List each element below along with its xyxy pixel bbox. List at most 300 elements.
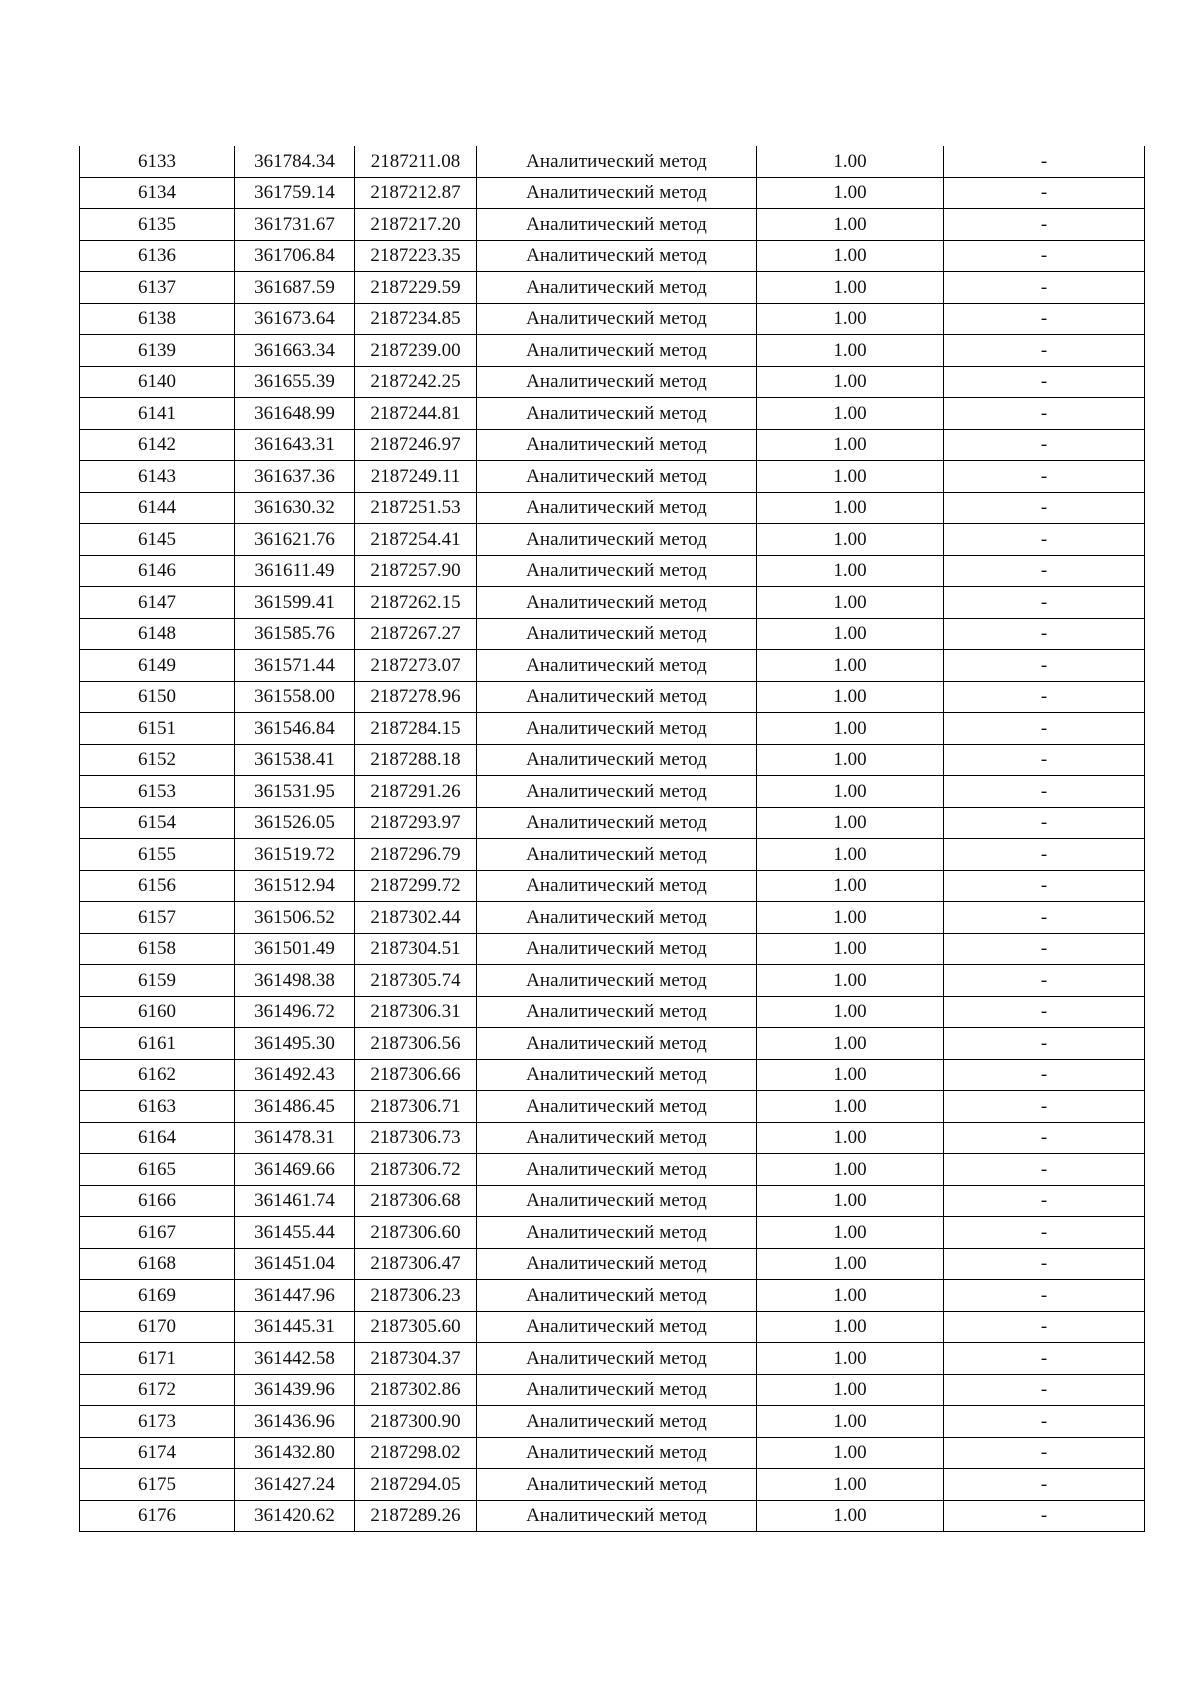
table-row xyxy=(80,1437,1145,1469)
method-cell: Аналитический метод xyxy=(477,1500,757,1532)
x-coordinate-cell: 361496.72 xyxy=(235,996,355,1028)
y-coordinate-cell: 2187306.71 xyxy=(355,1091,477,1123)
x-coordinate-cell: 361637.36 xyxy=(235,461,355,493)
table-row xyxy=(80,1469,1145,1501)
y-coordinate-cell: 2187304.51 xyxy=(355,933,477,965)
method-cell: Аналитический метод xyxy=(477,303,757,335)
point-number-cell: 6138 xyxy=(80,303,235,335)
method-cell: Аналитический метод xyxy=(477,1185,757,1217)
x-coordinate-cell: 361546.84 xyxy=(235,713,355,745)
precision-cell: 1.00 xyxy=(757,618,944,650)
description-cell: - xyxy=(944,1028,1145,1060)
y-coordinate-cell: 2187306.72 xyxy=(355,1154,477,1186)
method-cell: Аналитический метод xyxy=(477,366,757,398)
method-cell: Аналитический метод xyxy=(477,1311,757,1343)
precision-cell: 1.00 xyxy=(757,1406,944,1438)
point-number-cell: 6140 xyxy=(80,366,235,398)
precision-cell: 1.00 xyxy=(757,524,944,556)
y-coordinate-cell: 2187239.00 xyxy=(355,335,477,367)
method-cell: Аналитический метод xyxy=(477,1437,757,1469)
x-coordinate-cell: 361442.58 xyxy=(235,1343,355,1375)
x-coordinate-cell: 361643.31 xyxy=(235,429,355,461)
precision-cell: 1.00 xyxy=(757,1280,944,1312)
y-coordinate-cell: 2187267.27 xyxy=(355,618,477,650)
point-number-cell: 6153 xyxy=(80,776,235,808)
point-number-cell: 6163 xyxy=(80,1091,235,1123)
y-coordinate-cell: 2187293.97 xyxy=(355,807,477,839)
point-number-cell: 6176 xyxy=(80,1500,235,1532)
x-coordinate-cell: 361501.49 xyxy=(235,933,355,965)
description-cell: - xyxy=(944,398,1145,430)
point-number-cell: 6158 xyxy=(80,933,235,965)
description-cell: - xyxy=(944,272,1145,304)
method-cell: Аналитический метод xyxy=(477,398,757,430)
method-cell: Аналитический метод xyxy=(477,492,757,524)
precision-cell: 1.00 xyxy=(757,240,944,272)
point-number-cell: 6148 xyxy=(80,618,235,650)
x-coordinate-cell: 361706.84 xyxy=(235,240,355,272)
table-row xyxy=(80,492,1145,524)
table-row xyxy=(80,1248,1145,1280)
description-cell: - xyxy=(944,870,1145,902)
precision-cell: 1.00 xyxy=(757,1469,944,1501)
table-row xyxy=(80,240,1145,272)
x-coordinate-cell: 361673.64 xyxy=(235,303,355,335)
method-cell: Аналитический метод xyxy=(477,1122,757,1154)
description-cell: - xyxy=(944,807,1145,839)
method-cell: Аналитический метод xyxy=(477,177,757,209)
point-number-cell: 6152 xyxy=(80,744,235,776)
method-cell: Аналитический метод xyxy=(477,1248,757,1280)
x-coordinate-cell: 361519.72 xyxy=(235,839,355,871)
point-number-cell: 6172 xyxy=(80,1374,235,1406)
precision-cell: 1.00 xyxy=(757,1248,944,1280)
x-coordinate-cell: 361630.32 xyxy=(235,492,355,524)
y-coordinate-cell: 2187306.60 xyxy=(355,1217,477,1249)
description-cell: - xyxy=(944,240,1145,272)
table-row xyxy=(80,1185,1145,1217)
description-cell: - xyxy=(944,492,1145,524)
table-row xyxy=(80,713,1145,745)
x-coordinate-cell: 361506.52 xyxy=(235,902,355,934)
table-row xyxy=(80,776,1145,808)
point-number-cell: 6165 xyxy=(80,1154,235,1186)
x-coordinate-cell: 361445.31 xyxy=(235,1311,355,1343)
x-coordinate-cell: 361531.95 xyxy=(235,776,355,808)
point-number-cell: 6139 xyxy=(80,335,235,367)
table-row xyxy=(80,1059,1145,1091)
x-coordinate-cell: 361585.76 xyxy=(235,618,355,650)
y-coordinate-cell: 2187302.86 xyxy=(355,1374,477,1406)
description-cell: - xyxy=(944,1437,1145,1469)
description-cell: - xyxy=(944,650,1145,682)
table-row xyxy=(80,398,1145,430)
precision-cell: 1.00 xyxy=(757,681,944,713)
y-coordinate-cell: 2187306.56 xyxy=(355,1028,477,1060)
y-coordinate-cell: 2187294.05 xyxy=(355,1469,477,1501)
y-coordinate-cell: 2187302.44 xyxy=(355,902,477,934)
x-coordinate-cell: 361420.62 xyxy=(235,1500,355,1532)
precision-cell: 1.00 xyxy=(757,1059,944,1091)
method-cell: Аналитический метод xyxy=(477,335,757,367)
y-coordinate-cell: 2187278.96 xyxy=(355,681,477,713)
table-row xyxy=(80,366,1145,398)
y-coordinate-cell: 2187299.72 xyxy=(355,870,477,902)
method-cell: Аналитический метод xyxy=(477,1154,757,1186)
y-coordinate-cell: 2187305.60 xyxy=(355,1311,477,1343)
precision-cell: 1.00 xyxy=(757,1217,944,1249)
point-number-cell: 6133 xyxy=(80,146,235,177)
precision-cell: 1.00 xyxy=(757,839,944,871)
precision-cell: 1.00 xyxy=(757,587,944,619)
x-coordinate-cell: 361611.49 xyxy=(235,555,355,587)
table-row xyxy=(80,1374,1145,1406)
method-cell: Аналитический метод xyxy=(477,555,757,587)
y-coordinate-cell: 2187306.73 xyxy=(355,1122,477,1154)
point-number-cell: 6154 xyxy=(80,807,235,839)
method-cell: Аналитический метод xyxy=(477,587,757,619)
table-row xyxy=(80,524,1145,556)
description-cell: - xyxy=(944,933,1145,965)
y-coordinate-cell: 2187306.23 xyxy=(355,1280,477,1312)
description-cell: - xyxy=(944,965,1145,997)
table-row xyxy=(80,429,1145,461)
point-number-cell: 6134 xyxy=(80,177,235,209)
precision-cell: 1.00 xyxy=(757,335,944,367)
method-cell: Аналитический метод xyxy=(477,902,757,934)
table-row xyxy=(80,618,1145,650)
y-coordinate-cell: 2187229.59 xyxy=(355,272,477,304)
y-coordinate-cell: 2187223.35 xyxy=(355,240,477,272)
table-row xyxy=(80,335,1145,367)
point-number-cell: 6155 xyxy=(80,839,235,871)
description-cell: - xyxy=(944,1343,1145,1375)
method-cell: Аналитический метод xyxy=(477,272,757,304)
description-cell: - xyxy=(944,1406,1145,1438)
table-row xyxy=(80,933,1145,965)
table-row xyxy=(80,303,1145,335)
precision-cell: 1.00 xyxy=(757,1374,944,1406)
description-cell: - xyxy=(944,1154,1145,1186)
precision-cell: 1.00 xyxy=(757,1091,944,1123)
precision-cell: 1.00 xyxy=(757,1311,944,1343)
table-row xyxy=(80,1217,1145,1249)
point-number-cell: 6171 xyxy=(80,1343,235,1375)
precision-cell: 1.00 xyxy=(757,492,944,524)
method-cell: Аналитический метод xyxy=(477,1343,757,1375)
y-coordinate-cell: 2187212.87 xyxy=(355,177,477,209)
y-coordinate-cell: 2187306.66 xyxy=(355,1059,477,1091)
x-coordinate-cell: 361621.76 xyxy=(235,524,355,556)
description-cell: - xyxy=(944,587,1145,619)
table-row xyxy=(80,1122,1145,1154)
method-cell: Аналитический метод xyxy=(477,1091,757,1123)
x-coordinate-cell: 361469.66 xyxy=(235,1154,355,1186)
description-cell: - xyxy=(944,902,1145,934)
table-row xyxy=(80,1028,1145,1060)
point-number-cell: 6143 xyxy=(80,461,235,493)
table-row xyxy=(80,650,1145,682)
y-coordinate-cell: 2187289.26 xyxy=(355,1500,477,1532)
point-number-cell: 6159 xyxy=(80,965,235,997)
x-coordinate-cell: 361648.99 xyxy=(235,398,355,430)
point-number-cell: 6175 xyxy=(80,1469,235,1501)
method-cell: Аналитический метод xyxy=(477,839,757,871)
x-coordinate-cell: 361558.00 xyxy=(235,681,355,713)
method-cell: Аналитический метод xyxy=(477,965,757,997)
description-cell: - xyxy=(944,146,1145,177)
table-row xyxy=(80,965,1145,997)
point-number-cell: 6173 xyxy=(80,1406,235,1438)
method-cell: Аналитический метод xyxy=(477,146,757,177)
y-coordinate-cell: 2187242.25 xyxy=(355,366,477,398)
description-cell: - xyxy=(944,303,1145,335)
y-coordinate-cell: 2187217.20 xyxy=(355,209,477,241)
point-number-cell: 6166 xyxy=(80,1185,235,1217)
precision-cell: 1.00 xyxy=(757,776,944,808)
description-cell: - xyxy=(944,776,1145,808)
method-cell: Аналитический метод xyxy=(477,776,757,808)
table-row xyxy=(80,870,1145,902)
method-cell: Аналитический метод xyxy=(477,1059,757,1091)
x-coordinate-cell: 361655.39 xyxy=(235,366,355,398)
point-number-cell: 6137 xyxy=(80,272,235,304)
table-row xyxy=(80,209,1145,241)
method-cell: Аналитический метод xyxy=(477,618,757,650)
precision-cell: 1.00 xyxy=(757,996,944,1028)
y-coordinate-cell: 2187211.08 xyxy=(355,146,477,177)
point-number-cell: 6141 xyxy=(80,398,235,430)
x-coordinate-cell: 361663.34 xyxy=(235,335,355,367)
table-row xyxy=(80,461,1145,493)
precision-cell: 1.00 xyxy=(757,744,944,776)
precision-cell: 1.00 xyxy=(757,1500,944,1532)
y-coordinate-cell: 2187273.07 xyxy=(355,650,477,682)
description-cell: - xyxy=(944,839,1145,871)
description-cell: - xyxy=(944,1248,1145,1280)
description-cell: - xyxy=(944,1122,1145,1154)
x-coordinate-cell: 361427.24 xyxy=(235,1469,355,1501)
method-cell: Аналитический метод xyxy=(477,1028,757,1060)
precision-cell: 1.00 xyxy=(757,398,944,430)
description-cell: - xyxy=(944,1091,1145,1123)
point-number-cell: 6157 xyxy=(80,902,235,934)
point-number-cell: 6160 xyxy=(80,996,235,1028)
method-cell: Аналитический метод xyxy=(477,1406,757,1438)
precision-cell: 1.00 xyxy=(757,1185,944,1217)
precision-cell: 1.00 xyxy=(757,1154,944,1186)
table-row xyxy=(80,1280,1145,1312)
method-cell: Аналитический метод xyxy=(477,713,757,745)
point-number-cell: 6142 xyxy=(80,429,235,461)
precision-cell: 1.00 xyxy=(757,146,944,177)
y-coordinate-cell: 2187298.02 xyxy=(355,1437,477,1469)
precision-cell: 1.00 xyxy=(757,461,944,493)
description-cell: - xyxy=(944,524,1145,556)
method-cell: Аналитический метод xyxy=(477,807,757,839)
description-cell: - xyxy=(944,1311,1145,1343)
point-number-cell: 6136 xyxy=(80,240,235,272)
method-cell: Аналитический метод xyxy=(477,744,757,776)
precision-cell: 1.00 xyxy=(757,902,944,934)
description-cell: - xyxy=(944,1280,1145,1312)
table-row xyxy=(80,555,1145,587)
method-cell: Аналитический метод xyxy=(477,996,757,1028)
precision-cell: 1.00 xyxy=(757,272,944,304)
x-coordinate-cell: 361599.41 xyxy=(235,587,355,619)
table-row xyxy=(80,1154,1145,1186)
point-number-cell: 6168 xyxy=(80,1248,235,1280)
method-cell: Аналитический метод xyxy=(477,870,757,902)
precision-cell: 1.00 xyxy=(757,933,944,965)
y-coordinate-cell: 2187304.37 xyxy=(355,1343,477,1375)
x-coordinate-cell: 361687.59 xyxy=(235,272,355,304)
y-coordinate-cell: 2187254.41 xyxy=(355,524,477,556)
point-number-cell: 6149 xyxy=(80,650,235,682)
method-cell: Аналитический метод xyxy=(477,429,757,461)
table-row xyxy=(80,1406,1145,1438)
precision-cell: 1.00 xyxy=(757,1028,944,1060)
description-cell: - xyxy=(944,429,1145,461)
table-row xyxy=(80,146,1145,177)
table-row xyxy=(80,1343,1145,1375)
table-row xyxy=(80,1311,1145,1343)
description-cell: - xyxy=(944,177,1145,209)
x-coordinate-cell: 361447.96 xyxy=(235,1280,355,1312)
y-coordinate-cell: 2187305.74 xyxy=(355,965,477,997)
table-row xyxy=(80,177,1145,209)
point-number-cell: 6147 xyxy=(80,587,235,619)
precision-cell: 1.00 xyxy=(757,555,944,587)
method-cell: Аналитический метод xyxy=(477,240,757,272)
description-cell: - xyxy=(944,335,1145,367)
x-coordinate-cell: 361759.14 xyxy=(235,177,355,209)
description-cell: - xyxy=(944,1185,1145,1217)
x-coordinate-cell: 361498.38 xyxy=(235,965,355,997)
method-cell: Аналитический метод xyxy=(477,933,757,965)
y-coordinate-cell: 2187246.97 xyxy=(355,429,477,461)
description-cell: - xyxy=(944,996,1145,1028)
description-cell: - xyxy=(944,209,1145,241)
description-cell: - xyxy=(944,366,1145,398)
y-coordinate-cell: 2187291.26 xyxy=(355,776,477,808)
y-coordinate-cell: 2187234.85 xyxy=(355,303,477,335)
method-cell: Аналитический метод xyxy=(477,1280,757,1312)
point-number-cell: 6169 xyxy=(80,1280,235,1312)
y-coordinate-cell: 2187296.79 xyxy=(355,839,477,871)
precision-cell: 1.00 xyxy=(757,429,944,461)
method-cell: Аналитический метод xyxy=(477,209,757,241)
point-number-cell: 6135 xyxy=(80,209,235,241)
point-number-cell: 6162 xyxy=(80,1059,235,1091)
point-number-cell: 6174 xyxy=(80,1437,235,1469)
x-coordinate-cell: 361512.94 xyxy=(235,870,355,902)
y-coordinate-cell: 2187288.18 xyxy=(355,744,477,776)
point-number-cell: 6167 xyxy=(80,1217,235,1249)
x-coordinate-cell: 361486.45 xyxy=(235,1091,355,1123)
y-coordinate-cell: 2187306.31 xyxy=(355,996,477,1028)
description-cell: - xyxy=(944,1217,1145,1249)
coordinates-table xyxy=(79,146,1145,1532)
x-coordinate-cell: 361455.44 xyxy=(235,1217,355,1249)
method-cell: Аналитический метод xyxy=(477,1217,757,1249)
point-number-cell: 6146 xyxy=(80,555,235,587)
method-cell: Аналитический метод xyxy=(477,461,757,493)
x-coordinate-cell: 361451.04 xyxy=(235,1248,355,1280)
x-coordinate-cell: 361538.41 xyxy=(235,744,355,776)
y-coordinate-cell: 2187306.68 xyxy=(355,1185,477,1217)
x-coordinate-cell: 361436.96 xyxy=(235,1406,355,1438)
point-number-cell: 6145 xyxy=(80,524,235,556)
precision-cell: 1.00 xyxy=(757,303,944,335)
x-coordinate-cell: 361571.44 xyxy=(235,650,355,682)
x-coordinate-cell: 361478.31 xyxy=(235,1122,355,1154)
point-number-cell: 6144 xyxy=(80,492,235,524)
method-cell: Аналитический метод xyxy=(477,1374,757,1406)
description-cell: - xyxy=(944,1500,1145,1532)
precision-cell: 1.00 xyxy=(757,366,944,398)
precision-cell: 1.00 xyxy=(757,177,944,209)
precision-cell: 1.00 xyxy=(757,209,944,241)
precision-cell: 1.00 xyxy=(757,1343,944,1375)
x-coordinate-cell: 361432.80 xyxy=(235,1437,355,1469)
table-row xyxy=(80,807,1145,839)
x-coordinate-cell: 361784.34 xyxy=(235,146,355,177)
description-cell: - xyxy=(944,744,1145,776)
description-cell: - xyxy=(944,1374,1145,1406)
point-number-cell: 6151 xyxy=(80,713,235,745)
description-cell: - xyxy=(944,618,1145,650)
table-row xyxy=(80,587,1145,619)
table-row xyxy=(80,272,1145,304)
method-cell: Аналитический метод xyxy=(477,681,757,713)
x-coordinate-cell: 361439.96 xyxy=(235,1374,355,1406)
method-cell: Аналитический метод xyxy=(477,524,757,556)
table-row xyxy=(80,902,1145,934)
x-coordinate-cell: 361526.05 xyxy=(235,807,355,839)
y-coordinate-cell: 2187251.53 xyxy=(355,492,477,524)
point-number-cell: 6156 xyxy=(80,870,235,902)
point-number-cell: 6150 xyxy=(80,681,235,713)
table-row xyxy=(80,1500,1145,1532)
y-coordinate-cell: 2187284.15 xyxy=(355,713,477,745)
precision-cell: 1.00 xyxy=(757,1437,944,1469)
precision-cell: 1.00 xyxy=(757,1122,944,1154)
y-coordinate-cell: 2187249.11 xyxy=(355,461,477,493)
y-coordinate-cell: 2187257.90 xyxy=(355,555,477,587)
point-number-cell: 6164 xyxy=(80,1122,235,1154)
x-coordinate-cell: 361495.30 xyxy=(235,1028,355,1060)
precision-cell: 1.00 xyxy=(757,713,944,745)
description-cell: - xyxy=(944,461,1145,493)
description-cell: - xyxy=(944,555,1145,587)
x-coordinate-cell: 361731.67 xyxy=(235,209,355,241)
method-cell: Аналитический метод xyxy=(477,650,757,682)
x-coordinate-cell: 361461.74 xyxy=(235,1185,355,1217)
y-coordinate-cell: 2187262.15 xyxy=(355,587,477,619)
description-cell: - xyxy=(944,1469,1145,1501)
table-row xyxy=(80,681,1145,713)
precision-cell: 1.00 xyxy=(757,650,944,682)
point-number-cell: 6161 xyxy=(80,1028,235,1060)
point-number-cell: 6170 xyxy=(80,1311,235,1343)
y-coordinate-cell: 2187300.90 xyxy=(355,1406,477,1438)
precision-cell: 1.00 xyxy=(757,807,944,839)
table-row xyxy=(80,744,1145,776)
description-cell: - xyxy=(944,713,1145,745)
description-cell: - xyxy=(944,1059,1145,1091)
coordinates-table-body xyxy=(80,146,1145,1532)
